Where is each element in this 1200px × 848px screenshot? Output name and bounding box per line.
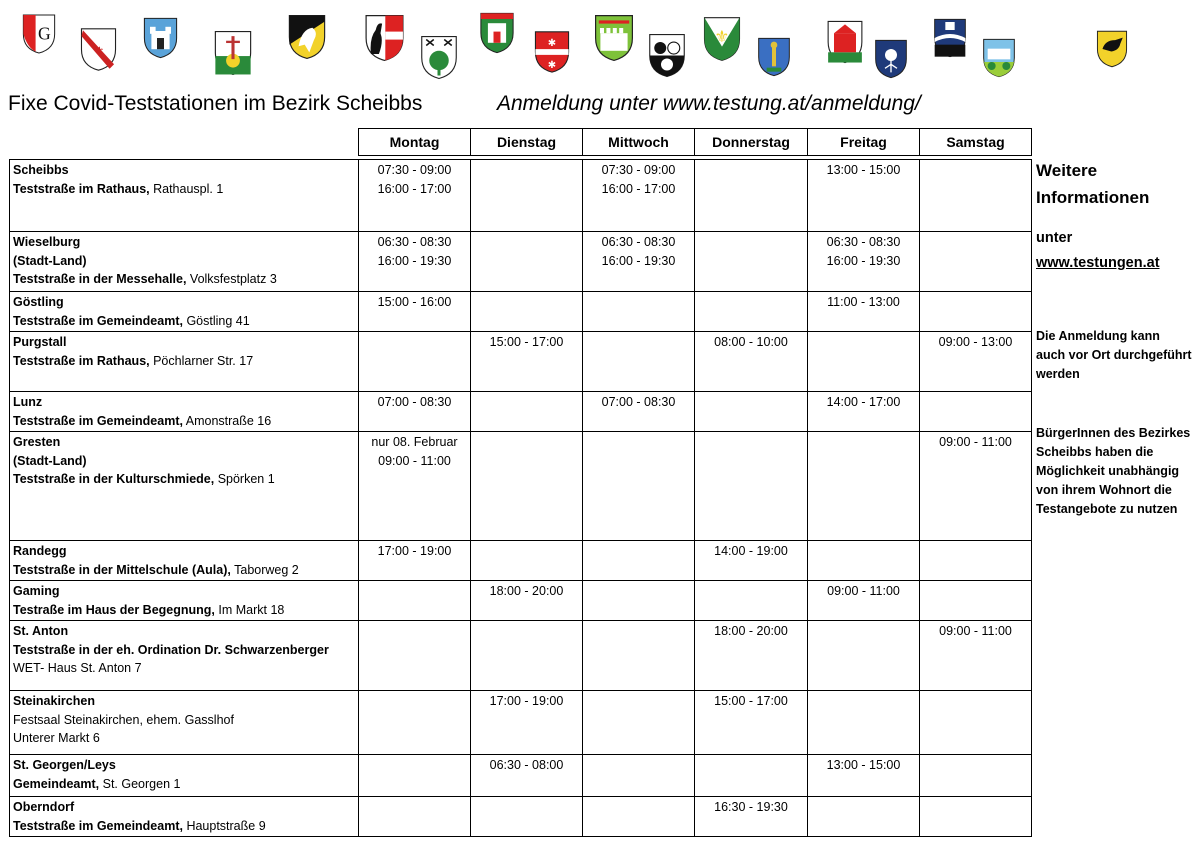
station-line (13, 817, 355, 836)
station-line (13, 393, 355, 412)
station-line-bold: Oberndorf (13, 800, 75, 814)
day-header: Donnerstag (695, 129, 808, 156)
station-line-bold: Teststraße im Rathaus, (13, 353, 150, 368)
bear-crest-icon (1092, 30, 1132, 68)
info-line: von ihrem Wohnort die (1036, 483, 1172, 497)
station-line-text: Unterer Markt 6 (13, 731, 100, 745)
station-line-text: St. Georgen 1 (99, 776, 181, 791)
info-line: Die Anmeldung kann (1036, 329, 1160, 343)
station-line (13, 542, 355, 561)
station-line-bold: St. Georgen/Leys (13, 758, 116, 772)
time-slot: 09:00 - 11:00 (939, 624, 1012, 638)
info-panel (1036, 156, 1196, 516)
time-slot-cell (583, 232, 695, 292)
time-slot-cell (583, 541, 695, 581)
time-slot-cell (359, 691, 471, 755)
station-line-bold: Steinakirchen (13, 694, 95, 708)
time-slot: 08:00 - 10:00 (714, 335, 788, 349)
time-slot-cell (695, 432, 808, 541)
time-slot-cell (920, 332, 1032, 392)
station-line (13, 180, 355, 199)
time-slot-cell (583, 332, 695, 392)
table-row (10, 432, 1032, 541)
time-slot-cell (808, 755, 920, 797)
panther-crest-icon (363, 14, 406, 62)
time-slot: 06:30 - 08:30 (601, 235, 676, 249)
figure-crest-icon (756, 37, 792, 77)
time-slot-cell (359, 392, 471, 432)
time-slot-cell (583, 292, 695, 332)
station-cell (10, 797, 359, 837)
svg-text:✱: ✱ (547, 59, 557, 71)
time-slot-cell (471, 432, 583, 541)
time-slot: 13:00 - 15:00 (826, 163, 901, 177)
fleur-crest-icon (703, 16, 741, 62)
time-slot-cell (359, 232, 471, 292)
station-line (13, 333, 355, 352)
station-line-bold: Wieselburg (13, 235, 81, 249)
table-row (10, 581, 1032, 621)
time-slot: 07:30 - 09:00 (377, 163, 452, 177)
time-slot-cell (920, 621, 1032, 691)
station-cell (10, 541, 359, 581)
station-line (13, 293, 355, 312)
time-slot-cell (583, 621, 695, 691)
station-line-bold: Gresten (13, 435, 61, 449)
header-blank (10, 129, 359, 156)
station-line-bold: Teststraße in der Kulturschmiede, (13, 472, 215, 486)
svg-text:G: G (38, 23, 51, 44)
time-slot-cell (359, 432, 471, 541)
station-cell (10, 392, 359, 432)
station-line (13, 433, 355, 452)
time-slot: nur 08. Februar (371, 435, 458, 449)
svg-text:⚜: ⚜ (94, 45, 104, 57)
station-line-bold: Teststraße in der Messehalle, (13, 272, 187, 286)
day-header: Mittwoch (583, 129, 695, 156)
station-cell (10, 232, 359, 292)
station-line (13, 659, 355, 678)
time-slot: 06:30 - 08:00 (489, 758, 564, 772)
svg-text:⚜: ⚜ (714, 27, 730, 47)
info-line: Möglichkeit unabhängig (1036, 464, 1180, 478)
wall-crest-icon (592, 14, 636, 62)
table-row (10, 797, 1032, 837)
station-line (13, 161, 355, 180)
time-slot-cell (471, 621, 583, 691)
time-slot-cell (359, 332, 471, 392)
time-slot: 15:00 - 16:00 (377, 295, 452, 309)
time-slot-cell (583, 581, 695, 621)
time-slot-cell (695, 691, 808, 755)
lily-crest-icon (80, 27, 117, 72)
station-line-bold: Göstling (13, 295, 64, 309)
station-line (13, 270, 355, 289)
info-heading-line: Weitere (1036, 161, 1098, 180)
station-line (13, 692, 355, 711)
station-line-bold: Scheibbs (13, 163, 69, 177)
schedule-table (9, 128, 1032, 837)
table-row (10, 621, 1032, 691)
sword-crest-icon (212, 30, 254, 76)
station-line-text: Göstling 41 (182, 313, 250, 328)
time-slot-cell (920, 755, 1032, 797)
time-slot: 18:00 - 20:00 (489, 584, 564, 598)
time-slot-cell (695, 797, 808, 837)
time-slot-cell (583, 392, 695, 432)
station-line (13, 601, 355, 620)
time-slot: 09:00 - 11:00 (378, 453, 451, 468)
time-slot-cell (583, 797, 695, 837)
station-line (13, 798, 355, 817)
time-slot-cell (808, 292, 920, 332)
table-row (10, 755, 1032, 797)
station-line-text: Hauptstraße 9 (182, 818, 266, 833)
time-slot-cell (583, 160, 695, 232)
station-line-bold: Gaming (13, 584, 60, 598)
station-line-text: Spörken 1 (214, 472, 275, 486)
day-header: Freitag (808, 129, 920, 156)
time-slot: 09:00 - 11:00 (939, 435, 1012, 449)
time-slot: 07:00 - 08:30 (601, 395, 676, 409)
time-slot-cell (920, 432, 1032, 541)
table-row (10, 160, 1032, 232)
time-slot-cell (920, 797, 1032, 837)
time-slot-cell (808, 621, 920, 691)
station-line-bold: Teststraße im Rathaus, (13, 181, 150, 196)
time-slot: 16:30 - 19:30 (714, 800, 788, 814)
station-line (13, 470, 355, 489)
station-cell (10, 581, 359, 621)
time-slot: 15:00 - 17:00 (714, 694, 788, 708)
station-line-text: Volksfestplatz 3 (186, 272, 277, 286)
station-cell (10, 160, 359, 232)
time-slot: 18:00 - 20:00 (714, 624, 788, 638)
time-slot-cell (583, 755, 695, 797)
time-slot-cell (808, 581, 920, 621)
time-slot: 07:00 - 08:30 (377, 395, 452, 409)
station-line-bold: Lunz (13, 395, 43, 409)
time-slot: 06:30 - 08:30 (377, 235, 452, 249)
station-line-bold: Teststraße im Gemeindeamt, (13, 818, 183, 833)
day-header-row (10, 129, 1032, 156)
station-line (13, 312, 355, 331)
station-cell (10, 332, 359, 392)
time-slot-cell (808, 160, 920, 232)
time-slot: 17:00 - 19:00 (377, 544, 452, 558)
station-cell (10, 432, 359, 541)
table-row (10, 392, 1032, 432)
info-line: werden (1036, 367, 1080, 381)
time-slot-cell (359, 621, 471, 691)
schedule-body (10, 160, 1032, 837)
time-slot-cell (695, 621, 808, 691)
time-slot: 14:00 - 19:00 (714, 544, 788, 558)
info-line: Testangebote zu nutzen (1036, 502, 1178, 516)
time-slot-cell (920, 581, 1032, 621)
time-slot-cell (808, 691, 920, 755)
time-slot: 07:30 - 09:00 (601, 163, 676, 177)
time-slot-cell (695, 292, 808, 332)
day-header: Samstag (920, 129, 1032, 156)
time-slot-cell (695, 160, 808, 232)
station-line-text: Rathauspl. 1 (149, 181, 224, 196)
time-slot-cell (359, 160, 471, 232)
time-slot: 09:00 - 13:00 (938, 335, 1013, 349)
day-header: Montag (359, 129, 471, 156)
time-slot-cell (359, 581, 471, 621)
station-line (13, 233, 355, 252)
time-slot-cell (808, 797, 920, 837)
time-slot-cell (359, 755, 471, 797)
time-slot: 09:00 - 11:00 (827, 584, 900, 598)
time-slot: 17:00 - 19:00 (489, 694, 564, 708)
time-slot-cell (920, 392, 1032, 432)
time-slot: 13:00 - 15:00 (826, 758, 901, 772)
day-header: Dienstag (471, 129, 583, 156)
station-line-bold: Testraße im Haus der Begegnung, (13, 602, 215, 617)
table-row (10, 232, 1032, 292)
star-crest-icon (534, 30, 570, 74)
info-line: BürgerInnen des Bezirkes (1036, 426, 1191, 440)
time-slot-cell (920, 541, 1032, 581)
time-slot-cell (920, 160, 1032, 232)
station-line (13, 252, 355, 271)
info-line: Scheibbs haben die (1036, 445, 1154, 459)
svg-text:✱: ✱ (547, 38, 557, 50)
bridge-crest-icon (929, 18, 971, 58)
station-line-bold: (Stadt-Land) (13, 253, 87, 268)
time-slot-cell (471, 691, 583, 755)
station-line (13, 711, 355, 730)
station-line-text: Amonstraße 16 (182, 413, 272, 428)
time-slot-cell (471, 232, 583, 292)
time-slot-cell (471, 292, 583, 332)
time-slot-cell (695, 541, 808, 581)
station-line-bold: Teststraße in der eh. Ordination Dr. Schwarzenberger (13, 642, 329, 657)
time-slot-cell (808, 541, 920, 581)
time-slot-cell (471, 392, 583, 432)
station-line-text: Pöchlarner Str. 17 (149, 353, 254, 368)
station-cell (10, 691, 359, 755)
time-slot: 06:30 - 08:30 (826, 235, 901, 249)
station-line (13, 775, 355, 794)
info-heading-line: Informationen (1036, 188, 1150, 207)
station-line-bold: (Stadt-Land) (13, 453, 87, 468)
time-slot-cell (583, 691, 695, 755)
page-title: Fixe Covid-Teststationen im Bezirk Scheibbs (8, 92, 423, 115)
info-line: auch vor Ort durchgeführt (1036, 348, 1192, 362)
station-line-bold: Teststraße im Gemeindeamt, (13, 313, 183, 328)
station-line (13, 452, 355, 471)
station-line (13, 352, 355, 371)
time-slot-cell (359, 797, 471, 837)
station-line-text: Im Markt 18 (214, 602, 285, 617)
info-heading (1036, 157, 1196, 211)
coat-of-arms-strip (0, 0, 1200, 90)
time-slot: 11:00 - 13:00 (827, 295, 900, 309)
time-slot-cell (471, 797, 583, 837)
time-slot: 16:00 - 19:30 (826, 253, 901, 268)
station-line-text: Festsaal Steinakirchen, ehem. Gasslhof (13, 712, 234, 727)
station-line-bold: Gemeindeamt, (13, 776, 100, 791)
station-line-bold: Teststraße in der Mittelschule (Aula), (13, 562, 231, 577)
time-slot-cell (471, 581, 583, 621)
station-line-bold: Randegg (13, 544, 67, 558)
time-slot-cell (808, 232, 920, 292)
time-slot-cell (808, 432, 920, 541)
time-slot-cell (359, 541, 471, 581)
station-cell (10, 621, 359, 691)
time-slot: 16:00 - 17:00 (601, 181, 676, 196)
table-row (10, 332, 1032, 392)
horse-crest-icon (287, 14, 327, 60)
time-slot-cell (920, 232, 1032, 292)
station-line (13, 641, 355, 660)
castle-crest-icon (142, 17, 179, 59)
station-line-bold: Teststraße im Gemeindeamt, (13, 413, 183, 428)
info-unter: unter (1036, 230, 1073, 246)
time-slot-cell (583, 432, 695, 541)
church-crest-icon (826, 20, 864, 64)
registration-note: Anmeldung unter www.testung.at/anmeldung/ (497, 92, 921, 115)
time-slot-cell (808, 392, 920, 432)
time-slot-cell (808, 332, 920, 392)
table-row (10, 541, 1032, 581)
flower-crest-icon (870, 39, 912, 79)
time-slot-cell (695, 755, 808, 797)
station-line-text: Taborweg 2 (230, 562, 299, 577)
time-slot: 16:00 - 19:30 (601, 253, 676, 268)
time-slot-cell (471, 755, 583, 797)
time-slot: 16:00 - 17:00 (377, 181, 452, 196)
time-slot-cell (471, 160, 583, 232)
station-line-bold: St. Anton (13, 624, 69, 638)
time-slot: 14:00 - 17:00 (826, 395, 901, 409)
time-slot-cell (695, 581, 808, 621)
time-slot-cell (471, 332, 583, 392)
time-slot-cell (920, 691, 1032, 755)
time-slot-cell (359, 292, 471, 332)
time-slot-cell (920, 292, 1032, 332)
disk-crest-icon (648, 33, 686, 78)
station-line (13, 582, 355, 601)
time-slot-cell (695, 392, 808, 432)
station-line (13, 622, 355, 641)
time-slot-cell (471, 541, 583, 581)
station-line (13, 561, 355, 580)
time-slot-cell (695, 232, 808, 292)
station-line (13, 412, 355, 431)
station-line (13, 756, 355, 775)
info-onsite-note (1036, 327, 1198, 384)
station-line-bold: Purgstall (13, 335, 67, 349)
time-slot-cell (695, 332, 808, 392)
tree-crest-icon (417, 35, 461, 80)
station-line-text: WET- Haus St. Anton 7 (13, 661, 142, 675)
info-residence-note (1036, 424, 1198, 519)
table-row (10, 691, 1032, 755)
station-cell (10, 292, 359, 332)
gate-crest-icon (478, 12, 516, 54)
letter-g-crest-icon (22, 12, 56, 56)
station-cell (10, 755, 359, 797)
building-crest-icon (978, 38, 1020, 78)
time-slot: 15:00 - 17:00 (489, 335, 564, 349)
time-slot: 16:00 - 19:30 (377, 253, 452, 268)
info-link[interactable]: www.testungen.at (1036, 255, 1160, 271)
table-row (10, 292, 1032, 332)
station-line (13, 729, 355, 748)
